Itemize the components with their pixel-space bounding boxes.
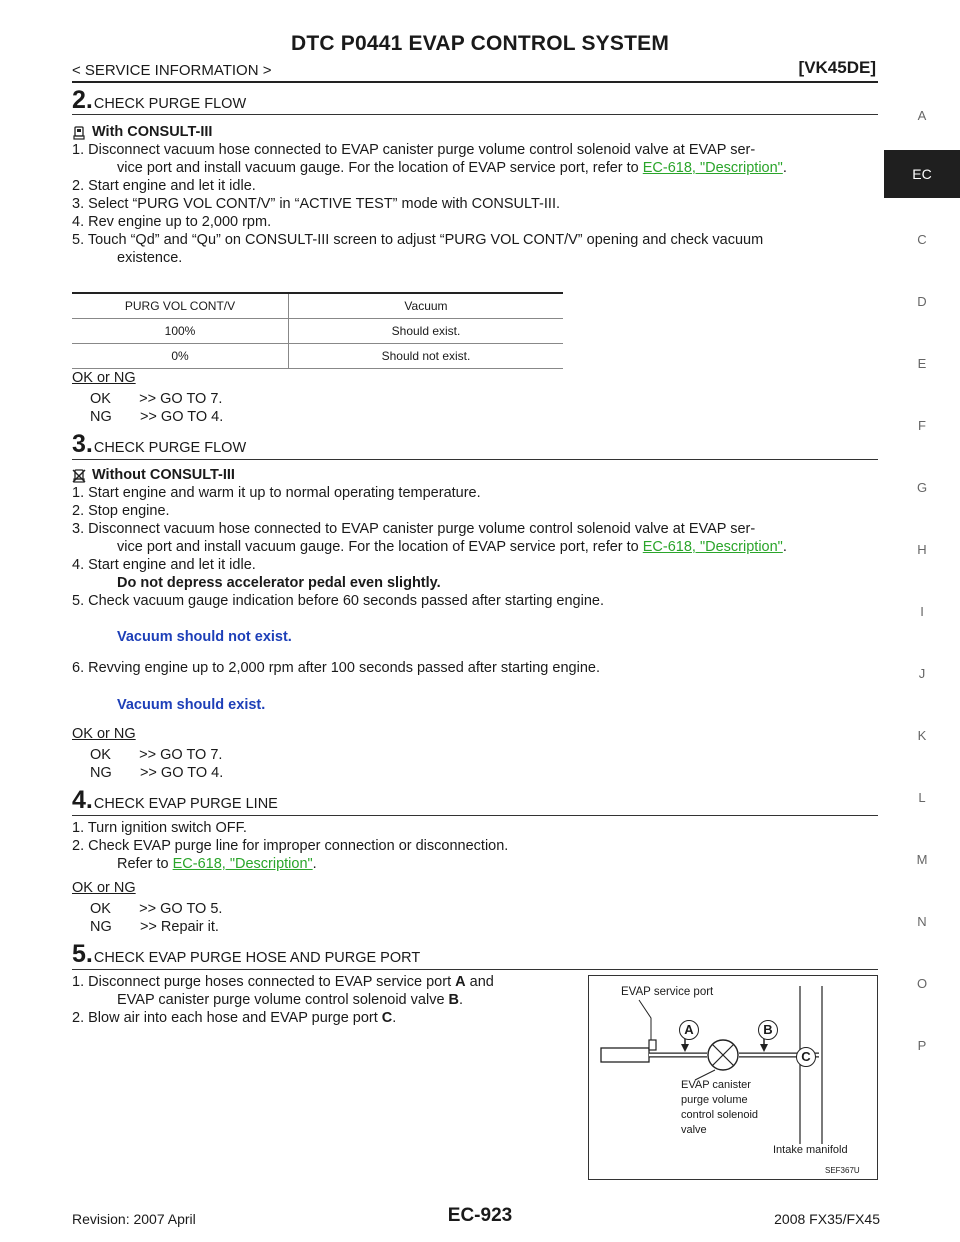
table-header: Vacuum xyxy=(289,293,564,319)
no-consult-tool-icon xyxy=(72,469,86,483)
sidebar-item-d[interactable]: D xyxy=(917,294,927,309)
step-title: CHECK EVAP PURGE HOSE AND PURGE PORT xyxy=(93,950,421,966)
breadcrumb: < SERVICE INFORMATION > xyxy=(72,62,272,79)
step-number: 2. xyxy=(72,86,93,114)
tool-without-consult: Without CONSULT-III xyxy=(72,467,235,488)
label-intake-manifold: Intake manifold xyxy=(773,1144,848,1156)
step2-item-4: 4. Rev engine up to 2,000 rpm. xyxy=(72,214,272,230)
ref-link[interactable]: EC-618, "Description" xyxy=(642,160,783,176)
step2-item-3: 3. Select “PURG VOL CONT/V” in “ACTIVE TEST” mode with CONSULT-III. xyxy=(72,196,561,212)
step3-item-6: 6. Revving engine up to 2,000 rpm after 100 seconds passed after starting engine. xyxy=(72,660,600,676)
sidebar-item-o[interactable]: O xyxy=(916,976,928,991)
ng-result: NG >> GO TO 4. xyxy=(90,765,224,781)
sidebar-item-f[interactable]: F xyxy=(918,418,926,433)
step3-item-4: 4. Start engine and let it idle. xyxy=(72,557,256,573)
sidebar-item-j[interactable]: J xyxy=(918,666,926,681)
page-title: DTC P0441 EVAP CONTROL SYSTEM xyxy=(290,32,670,55)
step-rule xyxy=(72,815,878,816)
ng-result: NG >> Repair it. xyxy=(90,919,219,935)
sidebar-item-m[interactable]: M xyxy=(916,852,928,867)
label-a: A xyxy=(679,1020,699,1040)
sidebar-item-p[interactable]: P xyxy=(917,1038,927,1053)
step2-item-1b: vice port and install vacuum gauge. For the location of EVAP service port, refer to EC-618, "Description". xyxy=(117,160,787,176)
step2-item-5: 5. Touch “Qd” and “Qu” on CONSULT-III screen to adjust “PURG VOL CONT/V” opening and check vacuum xyxy=(72,232,764,248)
evap-purge-diagram xyxy=(588,975,878,1180)
ok-result: OK >> GO TO 7. xyxy=(90,747,223,763)
step3-item-3b: vice port and install vacuum gauge. For the location of EVAP service port, refer to EC-618, "Description". xyxy=(117,539,787,555)
ref-link[interactable]: EC-618, "Description" xyxy=(172,856,313,872)
ref-link[interactable]: EC-618, "Description" xyxy=(642,539,783,555)
step5-item-2: 2. Blow air into each hose and EVAP purge port C. xyxy=(72,1010,397,1026)
tool-with-consult: With CONSULT-III xyxy=(72,124,212,145)
sidebar-item-c[interactable]: C xyxy=(917,232,927,247)
footer-model: 2008 FX35/FX45 xyxy=(774,1211,880,1227)
step3-caution: Do not depress accelerator pedal even slightly. xyxy=(117,575,441,591)
sidebar-item-l[interactable]: L xyxy=(918,790,926,805)
sidebar-item-g[interactable]: G xyxy=(916,480,928,495)
figure-code: SEF367U xyxy=(825,1166,860,1175)
step-3-heading xyxy=(72,432,246,457)
sidebar-item-k[interactable]: K xyxy=(917,728,927,743)
spec-vacuum-not-exist: Vacuum should not exist. xyxy=(117,629,292,645)
label-c: C xyxy=(796,1047,816,1067)
step4-item-1: 1. Turn ignition switch OFF. xyxy=(72,820,247,836)
step-title: CHECK PURGE FLOW xyxy=(93,440,247,456)
sidebar-item-n[interactable]: N xyxy=(917,914,927,929)
step3-item-3: 3. Disconnect vacuum hose connected to EVAP canister purge volume control solenoid valve at EVAP ser- xyxy=(72,521,756,537)
sidebar-item-a[interactable]: A xyxy=(917,108,927,123)
label-valve: EVAP canister purge volume control solenoid valve xyxy=(681,1079,759,1136)
step-number: 5. xyxy=(72,940,93,968)
step2-item-5b: existence. xyxy=(117,250,183,266)
step-2-heading xyxy=(72,88,246,113)
sidebar-item-i[interactable]: I xyxy=(920,604,924,619)
step-5-heading xyxy=(72,942,420,967)
footer-page-number: EC-923 xyxy=(447,1205,513,1226)
sidebar-item-ec[interactable]: EC xyxy=(884,150,960,198)
step5-item-1: 1. Disconnect purge hoses connected to EVAP service port A and xyxy=(72,974,494,990)
spec-table xyxy=(72,292,563,369)
step-number: 3. xyxy=(72,430,93,458)
ok-or-ng-label: OK or NG xyxy=(72,726,136,742)
ok-or-ng-label: OK or NG xyxy=(72,370,136,386)
ok-result: OK >> GO TO 5. xyxy=(90,901,223,917)
table-row: 0% Should not exist. xyxy=(72,344,563,369)
ok-result: OK >> GO TO 7. xyxy=(90,391,223,407)
step-title: CHECK PURGE FLOW xyxy=(93,96,247,112)
header-rule xyxy=(72,81,878,83)
consult-tool-icon xyxy=(72,126,86,140)
table-header: PURG VOL CONT/V xyxy=(72,293,289,319)
step-rule xyxy=(72,459,878,460)
footer-revision: Revision: 2007 April xyxy=(72,1211,196,1227)
sidebar-item-h[interactable]: H xyxy=(917,542,927,557)
step-4-heading xyxy=(72,788,278,813)
step4-item-2: 2. Check EVAP purge line for improper connection or disconnection. xyxy=(72,838,509,854)
ok-or-ng-label: OK or NG xyxy=(72,880,136,896)
step5-item-1b: EVAP canister purge volume control solenoid valve B. xyxy=(117,992,464,1008)
step3-item-2: 2. Stop engine. xyxy=(72,503,170,519)
step-rule xyxy=(72,969,878,970)
step3-item-1: 1. Start engine and warm it up to normal operating temperature. xyxy=(72,485,481,501)
engine-model: [VK45DE] xyxy=(798,58,876,77)
label-b: B xyxy=(758,1020,778,1040)
step2-item-1: 1. Disconnect vacuum hose connected to EVAP canister purge volume control solenoid valve at EVAP ser- xyxy=(72,142,756,158)
spec-vacuum-exist: Vacuum should exist. xyxy=(117,697,266,713)
ng-result: NG >> GO TO 4. xyxy=(90,409,224,425)
step-rule xyxy=(72,114,878,115)
step-number: 4. xyxy=(72,786,93,814)
label-service-port: EVAP service port xyxy=(621,986,714,998)
step3-item-5: 5. Check vacuum gauge indication before 60 seconds passed after starting engine. xyxy=(72,593,605,609)
step4-item-2b: Refer to EC-618, "Description". xyxy=(117,856,317,872)
table-row: 100% Should exist. xyxy=(72,319,563,344)
step-title: CHECK EVAP PURGE LINE xyxy=(93,796,278,812)
step2-item-2: 2. Start engine and let it idle. xyxy=(72,178,256,194)
sidebar-item-e[interactable]: E xyxy=(917,356,927,371)
